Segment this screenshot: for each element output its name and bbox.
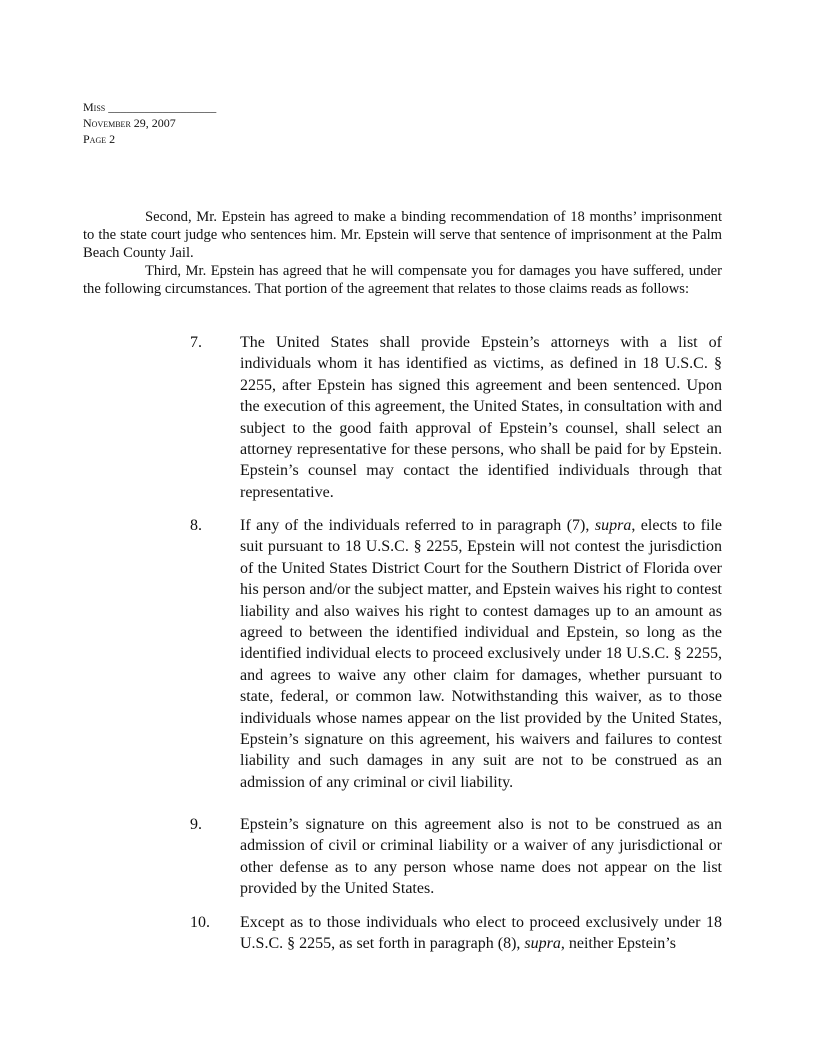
item-text: The United States shall provide Epstein’s attorneys with a list of individuals whom it has identified as victims, as defined in 18 U.S.C. § 2255, after Epstein has signed this agreement and been sentenced. Upon the execution of this agreement, the United States, in consultation with and subject to the good faith approval of Epstein’s counsel, shall select an attorney representative for these persons, who shall be paid for by Epstein. Epstein’s counsel may contact the identified individuals through that representative.	[240, 334, 722, 501]
agreement-item-8	[190, 515, 722, 793]
letter-date: November 29, 2007	[83, 116, 176, 130]
item-text-italic: supra	[524, 935, 561, 953]
item-number: 9.	[190, 816, 202, 833]
item-number: 8.	[190, 517, 202, 534]
paragraph-third: Third, Mr. Epstein has agreed that he will compensate you for damages you have suffered, under the following circumstances. That portion of the agreement that relates to those claims reads as follows:	[83, 263, 722, 297]
item-number: 7.	[190, 334, 202, 351]
item-text-italic: supra	[594, 517, 632, 534]
item-text-part: If any of the individuals referred to in paragraph (7),	[240, 517, 595, 534]
item-text-part: , elects to file suit pursuant to 18 U.S.C. § 2255, Epstein will not contest the jurisdiction of the United States District Court for the Southern District of Florida over his person and/or the subject matter, and Epstein waives his right to contest liability and also waives his right to contest damages up to an amount as agreed to between the identified individual and Epstein, so long as the identified individual elects to proceed exclusively under 18 U.S.C. § 2255, and agrees to waive any other claim for damages, whether pursuant to state, federal, or common law. Notwithstanding this waiver, as to those individuals whose names appear on the list provided by the United States, Epstein’s signature on this agreement, his waivers and failures to contest liability and such damages in any suit are not to be construed as an admission of any criminal or civil liability.	[240, 517, 722, 791]
item-text-part: Except as to those individuals who elect to proceed exclusively under 18 U.S.C. § 2255, as set forth in paragraph (8),	[240, 914, 722, 953]
item-text	[240, 515, 722, 793]
item-text	[240, 912, 722, 955]
agreement-item-7	[190, 332, 722, 503]
page-number: Page 2	[83, 132, 116, 146]
item-text-part: , neither Epstein’s	[560, 935, 676, 953]
letter-recipient: Miss __________________	[83, 100, 217, 114]
paragraph-second: Second, Mr. Epstein has agreed to make a binding recommendation of 18 months’ imprisonment to the state court judge who sentences him. Mr. Epstein will serve that sentence of imprisonment at the Palm Beach County Jail.	[83, 209, 722, 261]
agreement-item-10	[190, 912, 722, 955]
item-number: 10.	[190, 914, 210, 931]
agreement-item-9	[190, 814, 722, 900]
item-text: Epstein’s signature on this agreement also is not to be construed as an admission of civil or criminal liability or a waiver of any jurisdictional or other defense as to any person whose name does not appear on the list provided by the United States.	[240, 816, 722, 898]
